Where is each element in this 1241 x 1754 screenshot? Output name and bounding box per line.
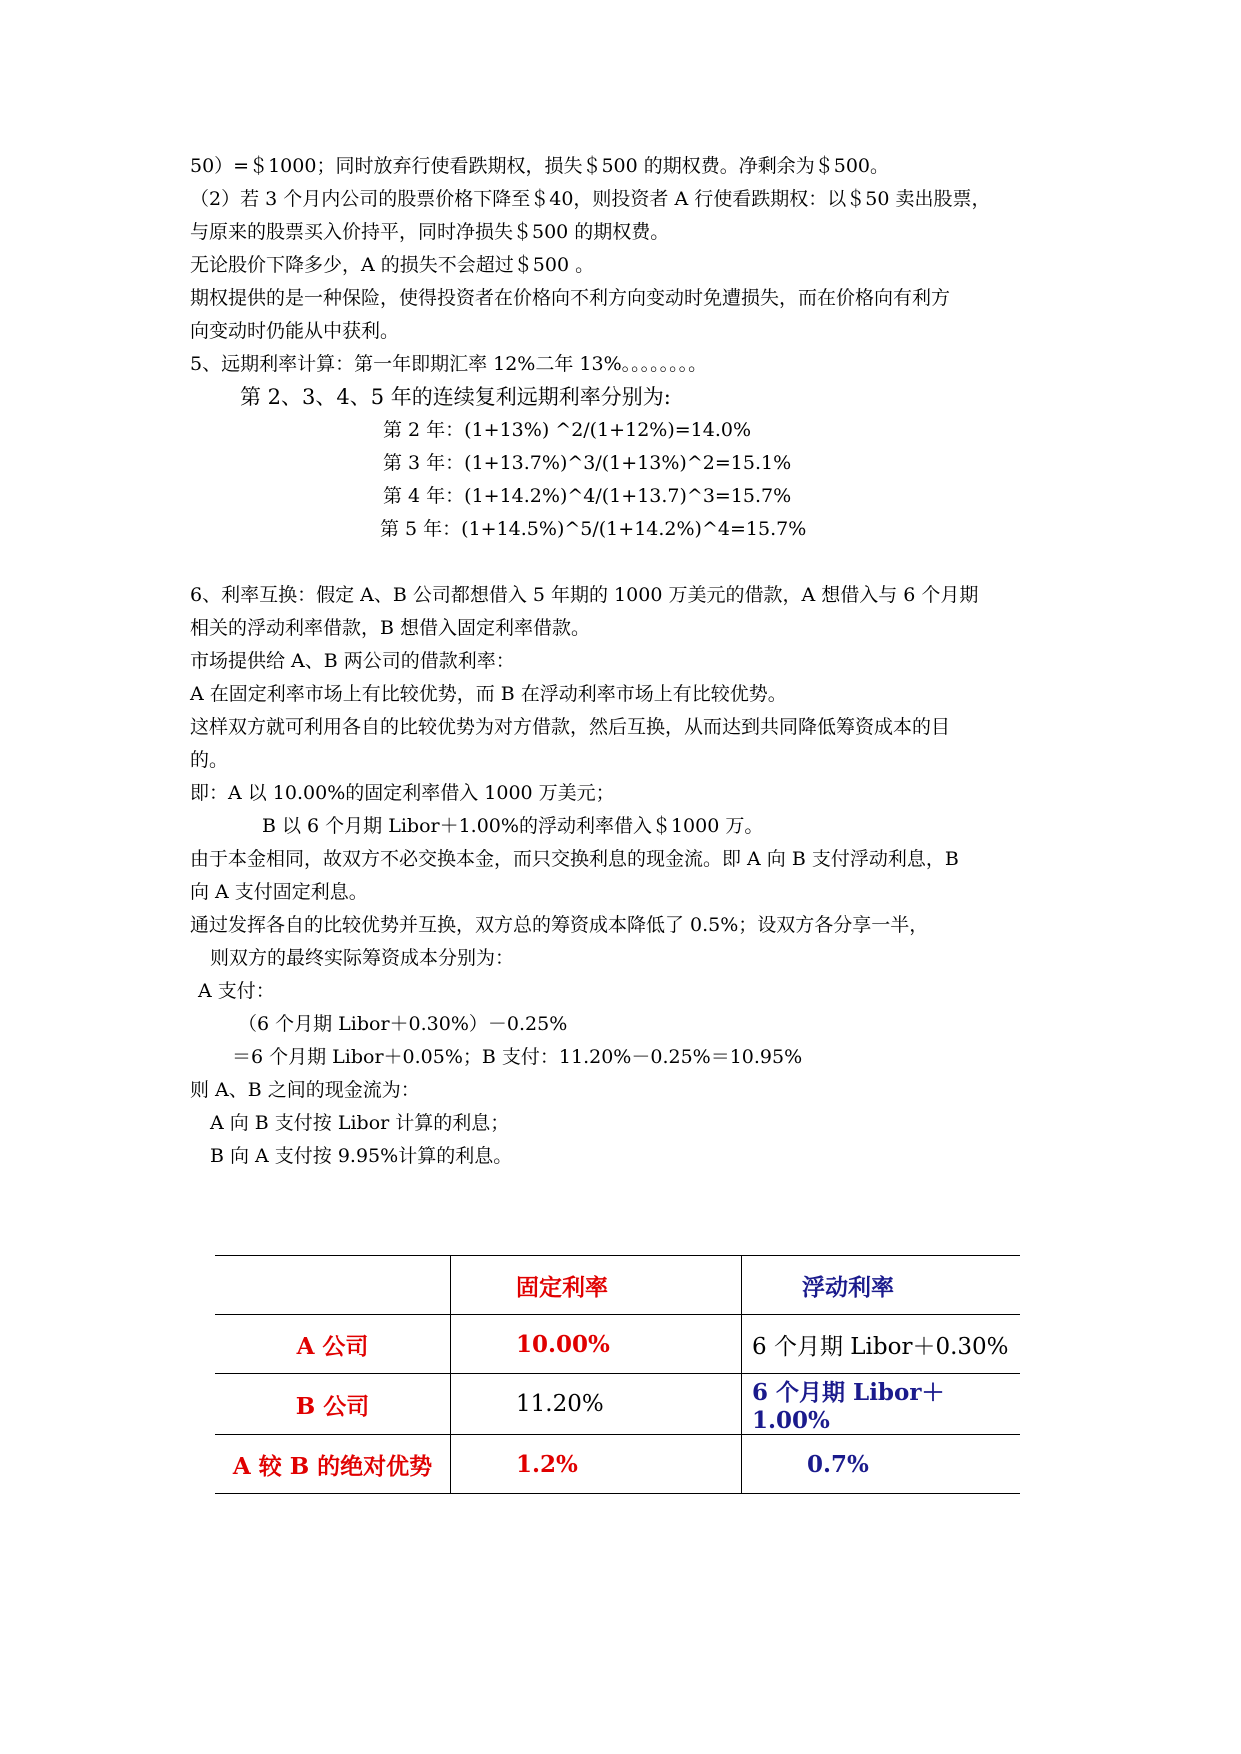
formula-line: 第 2 年：(1+13%) ^2/(1+12%)=14.0% xyxy=(383,419,752,441)
paragraph-line: 市场提供给 A、B 两公司的借款利率： xyxy=(190,650,515,672)
paragraph-line: A 在固定利率市场上有比较优势，而 B 在浮动利率市场上有比较优势。 xyxy=(190,683,787,705)
paragraph-line: 的。 xyxy=(190,749,229,771)
paragraph-line: B 向 A 支付按 9.95%计算的利息。 xyxy=(210,1145,513,1167)
formula-line: 第 4 年：(1+14.2%)^4/(1+13.7)^3=15.7% xyxy=(383,485,792,507)
paragraph-line: 向变动时仍能从中获利。 xyxy=(190,320,400,342)
table-row xyxy=(215,1435,1020,1494)
paragraph-line: （2）若 3 个月内公司的股票价格下降至＄40，则投资者 A 行使看跌期权：以＄50 卖出股票， xyxy=(190,188,991,210)
paragraph-line: 由于本金相同，故双方不必交换本金，而只交换利息的现金流。即 A 向 B 支付浮动利息，B xyxy=(190,848,959,870)
paragraph-line: 通过发挥各自的比较优势并互换，双方总的筹资成本降低了 0.5%；设双方各分享一半， xyxy=(190,914,929,936)
cell-a-fixed: 10.00% xyxy=(451,1315,742,1374)
rate-table xyxy=(215,1255,1020,1494)
cell-b-floating: 6 个月期 Libor＋1.00% xyxy=(742,1374,1021,1435)
rate-table-grid xyxy=(215,1255,1020,1494)
paragraph-line: 则 A、B 之间的现金流为： xyxy=(190,1079,420,1101)
cell-advantage-fixed: 1.2% xyxy=(451,1435,742,1494)
formula-line: 第 3 年：(1+13.7%)^3/(1+13%)^2=15.1% xyxy=(383,452,792,474)
paragraph-line: 则双方的最终实际筹资成本分别为： xyxy=(210,947,515,969)
paragraph-line: 这样双方就可利用各自的比较优势为对方借款，然后互换，从而达到共同降低筹资成本的目 xyxy=(190,716,951,738)
row-label-a: A 公司 xyxy=(215,1315,451,1374)
table-row xyxy=(215,1374,1020,1435)
paragraph-line: A 支付： xyxy=(198,980,275,1002)
paragraph-line: 无论股价下降多少，A 的损失不会超过＄500 。 xyxy=(190,254,595,276)
cell-a-floating: 6 个月期 Libor＋0.30% xyxy=(742,1315,1021,1374)
paragraph-line: 50）=＄1000；同时放弃行使看跌期权，损失＄500 的期权费。净剩余为＄500。 xyxy=(190,155,890,177)
table-header-row xyxy=(215,1256,1020,1315)
paragraph-line: （6 个月期 Libor＋0.30%）－0.25% xyxy=(238,1013,568,1035)
cell-advantage-floating: 0.7% xyxy=(742,1435,1021,1494)
paragraph-line: ＝6 个月期 Libor＋0.05%；B 支付：11.20%－0.25%＝10.95% xyxy=(232,1046,803,1068)
header-cell-fixed-rate: 固定利率 xyxy=(451,1256,742,1315)
paragraph-line: 向 A 支付固定利息。 xyxy=(190,881,368,903)
paragraph-line: 相关的浮动利率借款，B 想借入固定利率借款。 xyxy=(190,617,591,639)
section-heading: 6、利率互换：假定 A、B 公司都想借入 5 年期的 1000 万美元的借款，A 想借入与 6 个月期 xyxy=(190,584,979,606)
paragraph-line: A 向 B 支付按 Libor 计算的利息； xyxy=(210,1112,510,1134)
cell-b-fixed: 11.20% xyxy=(451,1374,742,1435)
row-label-advantage: A 较 B 的绝对优势 xyxy=(215,1435,451,1494)
row-label-b: B 公司 xyxy=(215,1374,451,1435)
paragraph-line: B 以 6 个月期 Libor＋1.00%的浮动利率借入＄1000 万。 xyxy=(262,815,764,837)
section-heading: 5、远期利率计算：第一年即期汇率 12%二年 13%。。。。。。。。 xyxy=(190,353,708,375)
formula-line: 第 5 年：(1+14.5%)^5/(1+14.2%)^4=15.7% xyxy=(380,518,807,540)
paragraph-line: 与原来的股票买入价持平，同时净损失＄500 的期权费。 xyxy=(190,221,670,243)
paragraph-line: 即：A 以 10.00%的固定利率借入 1000 万美元； xyxy=(190,782,615,804)
header-cell-empty xyxy=(215,1256,451,1315)
paragraph-line: 第 2、3、4、5 年的连续复利远期利率分别为: xyxy=(240,385,671,409)
table-row xyxy=(215,1315,1020,1374)
paragraph-line: 期权提供的是一种保险，使得投资者在价格向不利方向变动时免遭损失，而在价格向有利方 xyxy=(190,287,951,309)
header-cell-floating-rate: 浮动利率 xyxy=(742,1256,1021,1315)
